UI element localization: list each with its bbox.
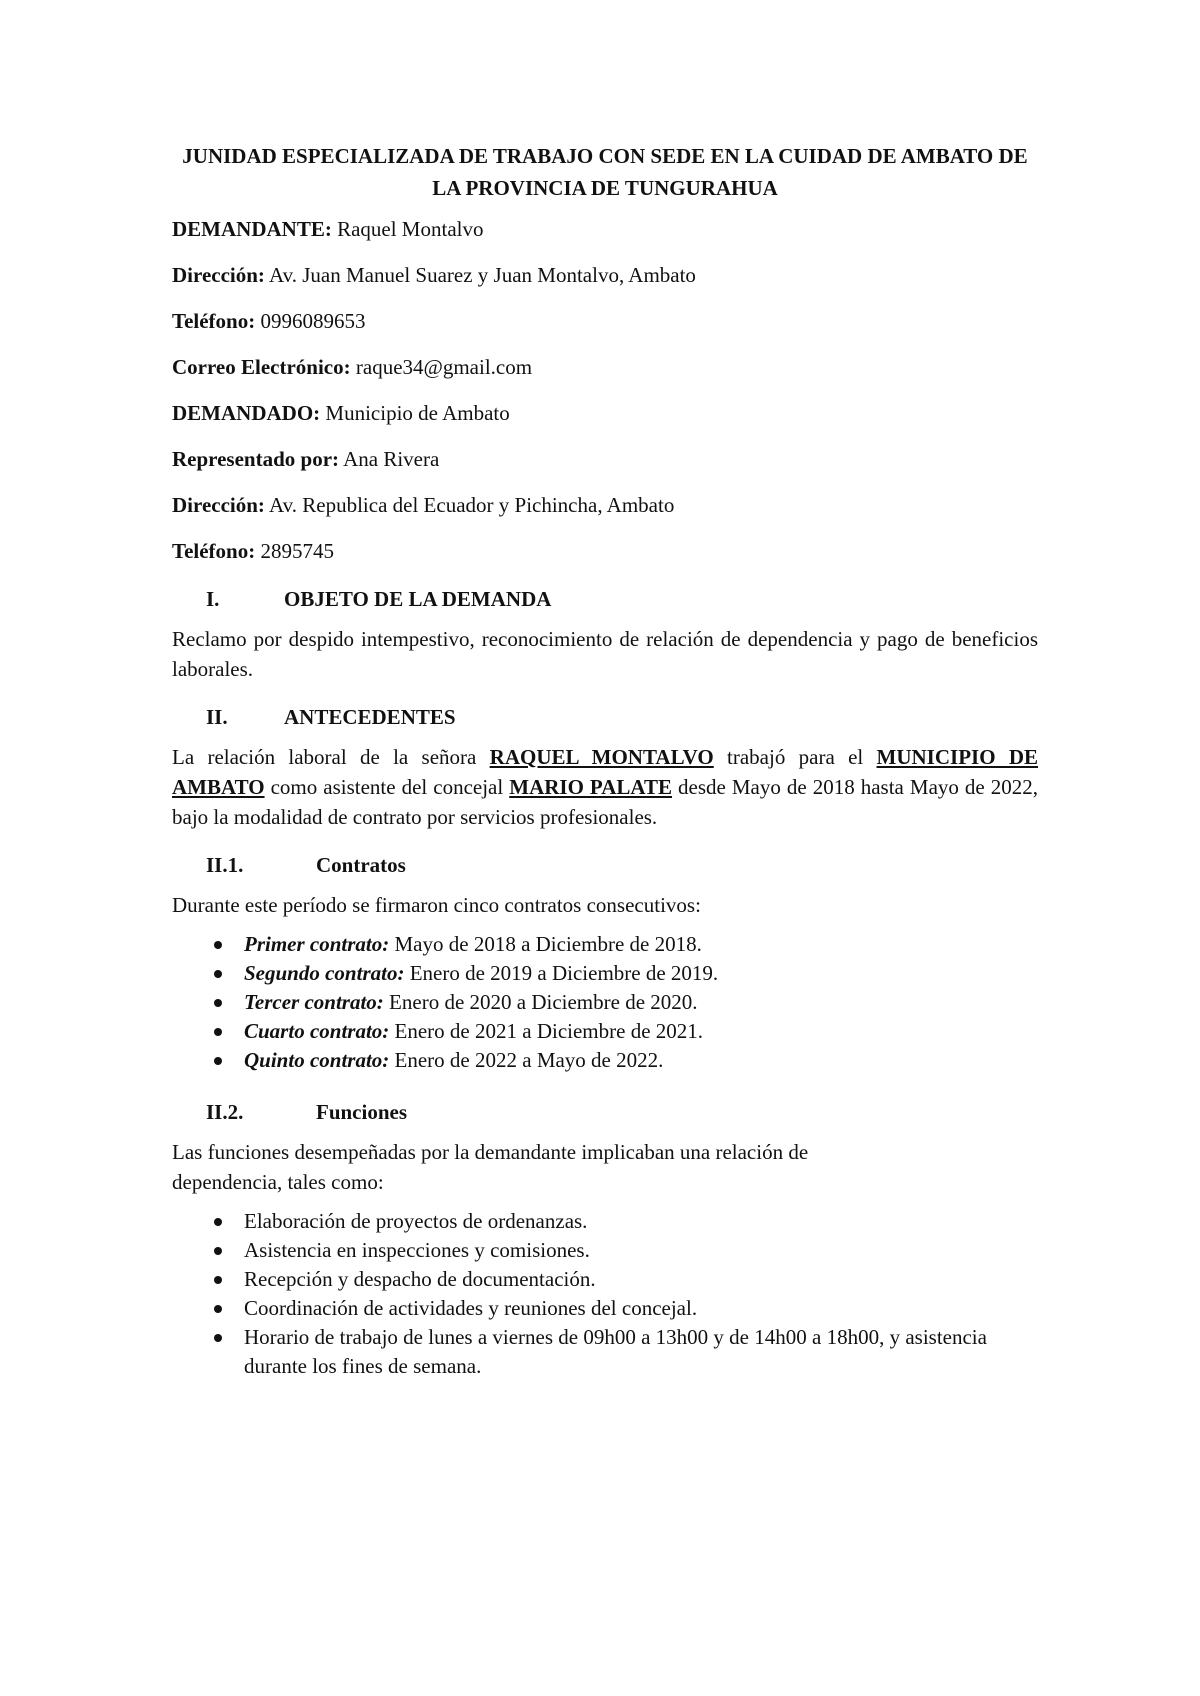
- underlined-name: RAQUEL MONTALVO: [489, 745, 714, 769]
- field-label: Dirección:: [172, 493, 265, 517]
- section-number: II.: [206, 705, 228, 729]
- funciones-list: [172, 1207, 1038, 1381]
- field-value: Raquel Montalvo: [337, 217, 484, 241]
- item-label: Tercer contrato:: [244, 990, 384, 1014]
- field-label: Representado por:: [172, 447, 340, 471]
- item-text: Mayo de 2018 a Diciembre de 2018.: [389, 932, 702, 956]
- field-correo: [172, 352, 1038, 382]
- list-item: [172, 1017, 1038, 1046]
- item-text: Recepción y despacho de documentación.: [244, 1267, 596, 1291]
- list-item: [172, 1294, 1038, 1323]
- section-title: OBJETO DE LA DEMANDA: [284, 587, 552, 611]
- field-label: Teléfono:: [172, 539, 256, 563]
- list-item: [172, 1323, 1038, 1381]
- field-value: Municipio de Ambato: [325, 401, 510, 425]
- item-label: Quinto contrato:: [244, 1048, 390, 1072]
- underlined-name: MARIO PALATE: [509, 775, 672, 799]
- item-text: Enero de 2022 a Mayo de 2022.: [389, 1048, 664, 1072]
- field-value: 0996089653: [260, 309, 366, 333]
- field-telefono-demandado: [172, 536, 1038, 566]
- bullet-icon: [214, 1305, 222, 1313]
- document-title: JUNIDAD ESPECIALIZADA DE TRABAJO CON SEDE EN LA CUIDAD DE AMBATO DE LA PROVINCIA DE TUNGURAHUA: [182, 144, 1028, 200]
- text-run: trabajó para el: [713, 745, 877, 769]
- text-run: como asistente del concejal: [264, 775, 510, 799]
- list-item: [172, 959, 1038, 988]
- item-label: Segundo contrato:: [244, 961, 405, 985]
- item-text: Elaboración de proyectos de ordenanzas.: [244, 1209, 588, 1233]
- item-label: Cuarto contrato:: [244, 1019, 390, 1043]
- section-title: Contratos: [316, 853, 406, 877]
- section-heading-contratos: [172, 850, 1038, 880]
- section-heading-objeto: [172, 584, 1038, 614]
- field-value: raque34@gmail.com: [355, 355, 533, 379]
- document-page: [172, 140, 1038, 1397]
- item-text: Enero de 2020 a Diciembre de 2020.: [383, 990, 698, 1014]
- field-value: Av. Juan Manuel Suarez y Juan Montalvo, Ambato: [269, 263, 696, 287]
- field-demandante: [172, 214, 1038, 244]
- list-item: [172, 930, 1038, 959]
- field-representado: [172, 444, 1038, 474]
- bullet-icon: [214, 1247, 222, 1255]
- field-direccion-demandado: [172, 490, 1038, 520]
- field-direccion-demandante: [172, 260, 1038, 290]
- item-label: Primer contrato:: [244, 932, 390, 956]
- bullet-icon: [214, 1028, 222, 1036]
- funciones-intro: Las funciones desempeñadas por la demandante implicaban una relación de dependencia, tales como:: [172, 1140, 809, 1194]
- bullet-icon: [214, 999, 222, 1007]
- section-number: II.2.: [206, 1100, 244, 1124]
- field-label: DEMANDADO:: [172, 401, 321, 425]
- section-title: ANTECEDENTES: [284, 705, 456, 729]
- section-objeto-text: Reclamo por despido intempestivo, reconocimiento de relación de dependencia y pago de beneficios laborales.: [172, 627, 1038, 681]
- contratos-list: [172, 930, 1038, 1075]
- list-item: [172, 1236, 1038, 1265]
- item-text: Asistencia en inspecciones y comisiones.: [244, 1238, 590, 1262]
- field-value: Av. Republica del Ecuador y Pichincha, Ambato: [269, 493, 675, 517]
- field-label: Teléfono:: [172, 309, 256, 333]
- item-text: Enero de 2019 a Diciembre de 2019.: [404, 961, 719, 985]
- bullet-icon: [214, 1218, 222, 1226]
- field-demandado: [172, 398, 1038, 428]
- bullet-icon: [214, 970, 222, 978]
- section-number: II.1.: [206, 853, 244, 877]
- field-value: 2895745: [260, 539, 334, 563]
- bullet-icon: [214, 1334, 222, 1342]
- item-text: Coordinación de actividades y reuniones del concejal.: [244, 1296, 698, 1320]
- bullet-icon: [214, 1057, 222, 1065]
- field-telefono-demandante: [172, 306, 1038, 336]
- field-label: DEMANDANTE:: [172, 217, 332, 241]
- text-run: La relación laboral de la señora: [172, 745, 490, 769]
- item-text: Horario de trabajo de lunes a viernes de 09h00 a 13h00 y de 14h00 a 18h00, y asistencia durante los fines de semana.: [244, 1325, 987, 1378]
- list-item: [172, 988, 1038, 1017]
- party-fields: [172, 214, 1038, 566]
- list-item: [172, 1265, 1038, 1294]
- item-text: Enero de 2021 a Diciembre de 2021.: [389, 1019, 704, 1043]
- field-label: Correo Electrónico:: [172, 355, 351, 379]
- underlined-name: MUNICIPIO DE AMBATO: [172, 745, 1038, 799]
- section-title: Funciones: [316, 1100, 408, 1124]
- bullet-icon: [214, 1276, 222, 1284]
- section-antecedentes-text: [172, 742, 1038, 832]
- field-value: Ana Rivera: [343, 447, 440, 471]
- bullet-icon: [214, 941, 222, 949]
- section-heading-funciones: [172, 1097, 1038, 1127]
- list-item: [172, 1046, 1038, 1075]
- text-run: desde Mayo de 2018 hasta Mayo de 2022, bajo la modalidad de contrato por servicios profesionales.: [172, 775, 1039, 829]
- list-item: [172, 1207, 1038, 1236]
- contratos-intro: Durante este período se firmaron cinco contratos consecutivos:: [172, 893, 701, 917]
- section-number: I.: [206, 587, 220, 611]
- section-heading-antecedentes: [172, 702, 1038, 732]
- field-label: Dirección:: [172, 263, 265, 287]
